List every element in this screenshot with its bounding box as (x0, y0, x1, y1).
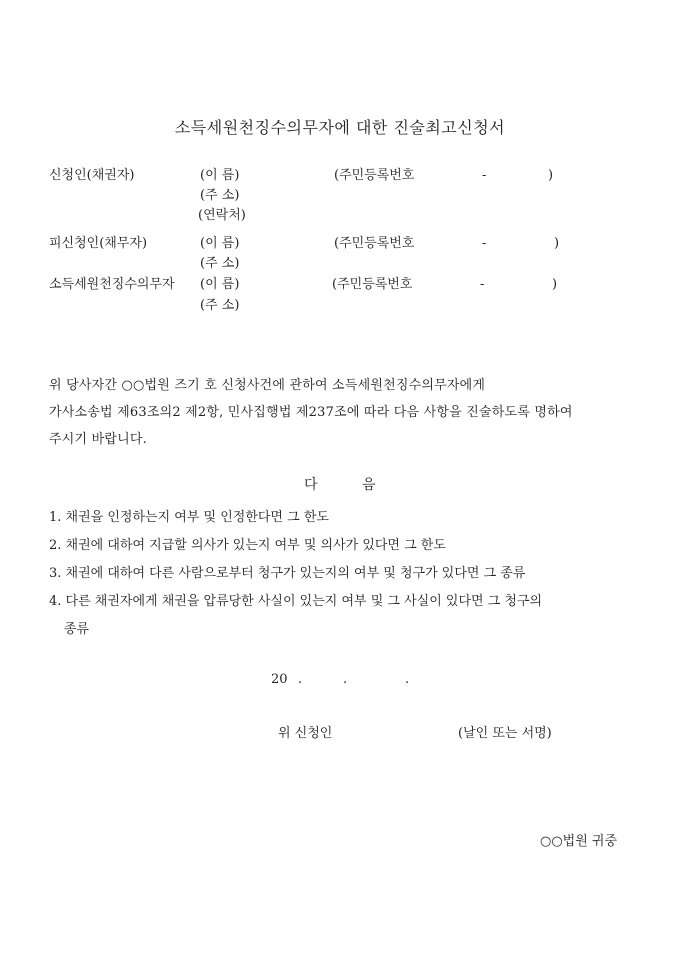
applicant-reg-close: ) (548, 168, 554, 183)
applicant-reg-label: (주민등록번호 (334, 168, 415, 183)
respondent-name-label: (이 름) (200, 236, 240, 251)
body-line-3: 주시기 바랍니다. (49, 432, 147, 447)
respondent-reg-close: ) (554, 236, 560, 251)
applicant-reg-dash: - (482, 168, 487, 183)
withholder-reg-dash: - (480, 277, 485, 292)
body-line-2: 가사소송법 제63조의2 제2항, 민사집행법 제237조에 따라 다음 사항을 진술하도록 명하여 (49, 405, 573, 420)
section-heading-right: 음 (362, 477, 376, 493)
withholder-address-label: (주 소) (200, 298, 240, 313)
applicant-contact-label: (연락처) (198, 208, 246, 223)
section-heading-left: 다 (304, 477, 318, 493)
applicant-name-label: (이 름) (200, 168, 240, 183)
date-year: 20 (271, 672, 288, 687)
respondent-address-label: (주 소) (200, 256, 240, 271)
body-line-1: 위 당사자간 ○○법원 즈기 호 신청사건에 관하여 소득세원천징수의무자에게 (49, 378, 486, 393)
court-addressee: ○○법원 귀중 (540, 834, 618, 849)
withholder-name-label: (이 름) (200, 277, 240, 292)
date-dot: . (343, 672, 348, 687)
respondent-reg-dash: - (482, 236, 487, 251)
date-dot: . (298, 672, 303, 687)
document-title: 소득세원천징수의무자에 대한 진술최고신청서 (174, 118, 506, 137)
withholder-reg-close: ) (552, 277, 558, 292)
list-item: 2. 채권에 대하여 지급할 의사가 있는지 여부 및 의사가 있다면 그 한도 (49, 538, 446, 553)
respondent-reg-label: (주민등록번호 (334, 236, 415, 251)
list-item: 1. 채권을 인정하는지 여부 및 인정한다면 그 한도 (49, 510, 329, 525)
applicant-address-label: (주 소) (200, 188, 240, 203)
list-item: 3. 채권에 대하여 다른 사람으로부터 청구가 있는지의 여부 및 청구가 있다면 그 종류 (49, 566, 526, 581)
respondent-label: 피신청인(채무자) (49, 236, 148, 251)
withholder-reg-label: (주민등록번호 (332, 277, 413, 292)
date-dot: . (405, 672, 410, 687)
list-item-continuation: 종류 (64, 622, 90, 637)
signature-label: 위 신청인 (278, 726, 333, 741)
applicant-label: 신청인(채권자) (49, 168, 135, 183)
signature-seal-note: (날인 또는 서명) (458, 726, 552, 741)
withholder-label: 소득세원천징수의무자 (49, 277, 175, 292)
list-item: 4. 다른 채권자에게 채권을 압류당한 사실이 있는지 여부 및 그 사실이 있다면 그 청구의 (49, 594, 543, 609)
